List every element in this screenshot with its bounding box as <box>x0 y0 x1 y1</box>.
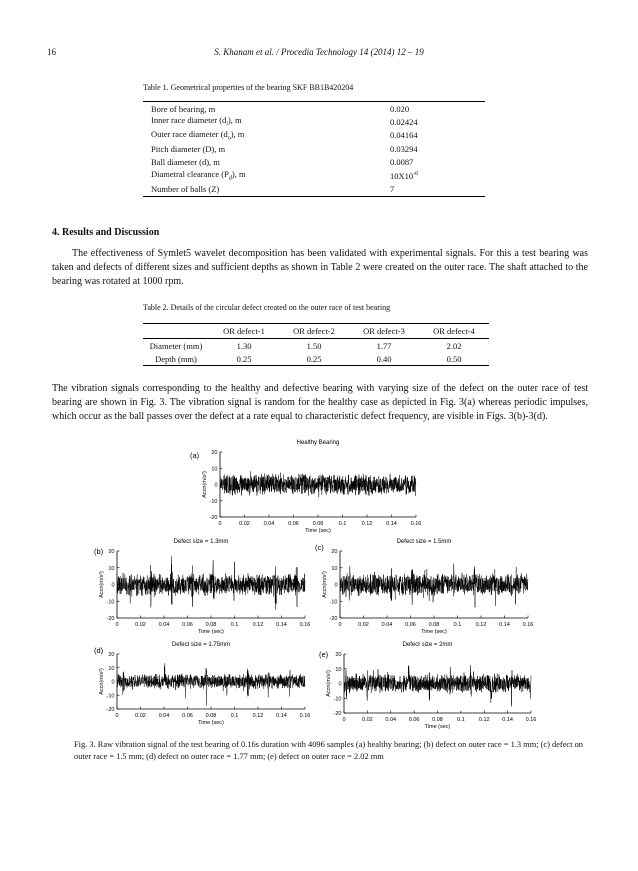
x-tick-label: 0.06 <box>408 717 420 723</box>
y-tick-label: -20 <box>209 515 218 521</box>
y-tick-label: 20 <box>211 450 218 456</box>
x-axis-label: Time (sec) <box>424 724 451 730</box>
y-tick-label: 20 <box>108 549 115 555</box>
paragraph-2: The vibration signals corresponding to the healthy and defective bearing with varying size of the defect on the outer race of test bearing are shown in Fig. 3. The vibration signal is random for the healthy case as depicted in Fig. 3(a) whereas periodic impulses, which occur as the ball passes over the defect at a rate equal to characteristic defect frequency, are visible in Figs. 3(b)-3(d). <box>52 383 588 422</box>
table2-cell: 1.77 <box>376 340 392 351</box>
table2-cell: 0.40 <box>376 353 392 364</box>
table2-cell: Depth (mm) <box>155 353 197 364</box>
table1-row <box>143 142 485 156</box>
x-tick-label: 0.02 <box>239 521 250 527</box>
table1-value: 0.020 <box>390 103 410 114</box>
y-tick-label: -20 <box>106 707 115 713</box>
table2-cell: Diameter (mm) <box>149 340 203 351</box>
vibration-plot <box>190 440 421 534</box>
y-tick-label: 20 <box>108 652 115 658</box>
table1-property: Number of balls (Z) <box>151 184 220 194</box>
table2-cell: 0.25 <box>306 353 322 364</box>
x-tick-label: 0.06 <box>405 622 416 628</box>
y-tick-label: -10 <box>106 599 115 606</box>
x-tick-label: 0 <box>115 622 119 628</box>
x-tick-label: 0.1 <box>338 521 347 527</box>
table2-cell: 0.25 <box>236 353 252 364</box>
y-tick-label: 0 <box>214 482 218 489</box>
table2-row <box>143 339 489 353</box>
table1-row <box>143 169 485 183</box>
page-number: 16 <box>47 47 56 57</box>
table1-property: Ball diameter (d), m <box>151 157 220 168</box>
figure-3 <box>0 430 638 736</box>
vibration-plot <box>94 642 310 726</box>
signal-trace <box>340 564 528 608</box>
table1-row <box>143 115 485 129</box>
x-tick-label: 0.02 <box>135 713 146 719</box>
table1-property: Diametral clearance $(P_d)$, m <box>151 169 246 183</box>
table2-header-cell: OR defect-4 <box>419 324 489 339</box>
x-tick-label: 0 <box>338 622 342 628</box>
x-tick-label: 0.08 <box>432 717 443 723</box>
section-heading: 4. Results and Discussion <box>52 227 160 238</box>
x-tick-label: 0.02 <box>135 622 146 628</box>
table2-header-cell <box>143 324 209 339</box>
x-tick-label: 0.04 <box>263 521 275 527</box>
table1-row <box>143 183 485 197</box>
x-tick-label: 0.08 <box>205 713 217 719</box>
table2-cell: 2.02 <box>446 340 462 351</box>
x-tick-label: 0.16 <box>522 622 534 628</box>
x-tick-label: 0 <box>342 717 346 723</box>
x-tick-label: 0.12 <box>361 521 373 527</box>
table2-row <box>143 352 489 366</box>
y-tick-label: -10 <box>329 599 338 606</box>
y-axis-label: Accn(m/s²) <box>326 670 332 697</box>
table1-value: 7 <box>390 184 395 194</box>
x-tick-label: 0.1 <box>457 717 465 723</box>
y-tick-label: 0 <box>111 582 115 589</box>
y-axis-label: Accn(m/s²) <box>322 571 328 598</box>
table2-cell: 0.50 <box>446 353 462 364</box>
paragraph-1: The effectiveness of Symlet5 wavelet decomposition has been validated with experimental signals. For this a test bearing was taken and defects of different sizes and sufficient depths as shown in Table 2 were created on the outer race. The shaft attached to the bearing was rotated at 1000 rpm. <box>52 248 588 287</box>
table1-value: 0.03294 <box>390 143 418 154</box>
table2 <box>143 323 489 366</box>
table2-header-cell: OR defect-3 <box>349 324 419 339</box>
x-axis-label: Time (sec) <box>421 629 447 635</box>
panel-label: (e) <box>319 650 329 659</box>
x-tick-label: 0.1 <box>230 713 239 719</box>
x-tick-label: 0.14 <box>276 622 287 628</box>
x-tick-label: 0 <box>218 521 222 527</box>
y-tick-label: 10 <box>211 466 218 473</box>
signal-trace <box>117 663 305 705</box>
x-tick-label: 0.08 <box>205 622 217 628</box>
y-axis-label: Accn(m/s²) <box>99 668 105 695</box>
table2-header-cell: OR defect-2 <box>279 324 349 339</box>
y-axis-label: Accn(m/s²) <box>99 571 105 598</box>
table1-value: 0.02424 <box>390 116 418 127</box>
x-tick-label: 0.14 <box>276 713 287 719</box>
y-tick-label: 10 <box>335 666 342 673</box>
x-tick-label: 0.02 <box>358 622 369 628</box>
x-tick-label: 0.04 <box>158 713 170 719</box>
x-tick-label: 0.04 <box>385 717 397 723</box>
x-tick-label: 0.06 <box>182 622 193 628</box>
figure-caption: Fig. 3. Raw vibration signal of the test bearing of 0.16s duration with 4096 samples (a) healthy bearing; (b) defect on outer race = 1.3 mm; (c) defect on outer race = 1.5 mm; (d) defect on outer race = 1.77 mm; (e) defect on outer race = 2.02 mm <box>74 740 583 761</box>
y-tick-label: 20 <box>335 652 342 658</box>
y-tick-label: 10 <box>108 565 115 572</box>
y-tick-label: -20 <box>333 711 342 717</box>
x-tick-label: 0.06 <box>288 521 299 527</box>
y-tick-label: -20 <box>106 616 115 622</box>
y-tick-label: 0 <box>111 679 115 686</box>
x-tick-label: 0.1 <box>230 622 239 628</box>
table1-caption: Table 1. Geometrical properties of the bearing SKF BB1B420204 <box>143 83 354 92</box>
panel-label: (d) <box>94 646 104 655</box>
x-tick-label: 0.16 <box>299 713 311 719</box>
plot-title: Defect size = 1.75mm <box>171 642 231 648</box>
y-tick-label: 0 <box>334 582 338 589</box>
table2-header-cell: OR defect-1 <box>209 324 279 339</box>
x-tick-label: 0.08 <box>312 521 324 527</box>
x-tick-label: 0.12 <box>252 713 264 719</box>
table1-property: Outer race diameter $(d_o)$, m <box>151 128 245 142</box>
y-tick-label: 10 <box>108 665 115 672</box>
y-tick-label: 0 <box>338 681 342 688</box>
plot-title: Defect size = 1.3mm <box>173 539 229 545</box>
table1-row <box>143 129 485 143</box>
plot-title: Healthy Bearing <box>296 440 340 446</box>
x-tick-label: 0.12 <box>252 622 264 628</box>
table1-property: Bore of bearing, m <box>151 103 216 114</box>
table1-value: 0.0087 <box>390 157 414 168</box>
x-axis-label: Time (sec) <box>198 720 224 726</box>
signal-trace <box>344 665 531 706</box>
y-tick-label: -20 <box>329 616 338 622</box>
panel-label: (c) <box>315 543 324 552</box>
y-tick-label: -10 <box>106 693 115 700</box>
signal-trace <box>220 471 416 497</box>
panel-label: (a) <box>190 451 200 460</box>
x-tick-label: 0.12 <box>478 717 490 723</box>
table1-row <box>143 156 485 170</box>
x-tick-label: 0.16 <box>525 717 537 723</box>
vibration-plot <box>315 539 533 635</box>
x-tick-label: 0.16 <box>299 622 311 628</box>
x-tick-label: 0.06 <box>182 713 193 719</box>
x-tick-label: 0.04 <box>158 622 170 628</box>
y-axis-label: Accn(m/s²) <box>202 471 208 498</box>
table1-property: Pitch diameter (D), m <box>151 143 226 154</box>
table1 <box>143 101 485 197</box>
x-tick-label: 0.02 <box>362 717 373 723</box>
x-tick-label: 0.08 <box>428 622 440 628</box>
panel-label: (b) <box>94 547 104 556</box>
vibration-plot <box>94 539 310 635</box>
x-tick-label: 0.14 <box>499 622 510 628</box>
x-tick-label: 0.12 <box>475 622 487 628</box>
table1-row <box>143 102 485 116</box>
x-tick-label: 0.14 <box>502 717 513 723</box>
y-tick-label: 20 <box>331 549 338 555</box>
signal-trace <box>117 556 305 609</box>
table1-value: $10X10^{-6}$ <box>390 170 419 181</box>
plot-title: Defect size = 1.5mm <box>396 539 452 545</box>
y-tick-label: -10 <box>333 696 342 703</box>
x-tick-label: 0.1 <box>453 622 462 628</box>
x-axis-label: Time (sec) <box>198 629 224 635</box>
y-tick-label: 10 <box>331 565 338 572</box>
table2-caption: Table 2. Details of the circular defect created on the outer race of test bearing <box>143 303 391 312</box>
x-tick-label: 0.16 <box>410 521 422 527</box>
table2-cell: 1.50 <box>306 340 322 351</box>
table1-property: Inner race diameter $(d_i)$, m <box>151 115 242 129</box>
table2-cell: 1.30 <box>236 340 252 351</box>
table1-value: 0.04164 <box>390 130 418 141</box>
plot-title: Defect size = 2mm <box>402 642 453 648</box>
running-header: S. Khanam et al. / Procedia Technology 14 (2014) 12 – 19 <box>214 47 424 57</box>
vibration-plot <box>319 642 536 730</box>
x-axis-label: Time (sec) <box>305 528 331 534</box>
x-tick-label: 0.04 <box>381 622 393 628</box>
x-tick-label: 0 <box>115 713 119 719</box>
y-tick-label: -10 <box>209 498 218 505</box>
x-tick-label: 0.14 <box>386 521 397 527</box>
